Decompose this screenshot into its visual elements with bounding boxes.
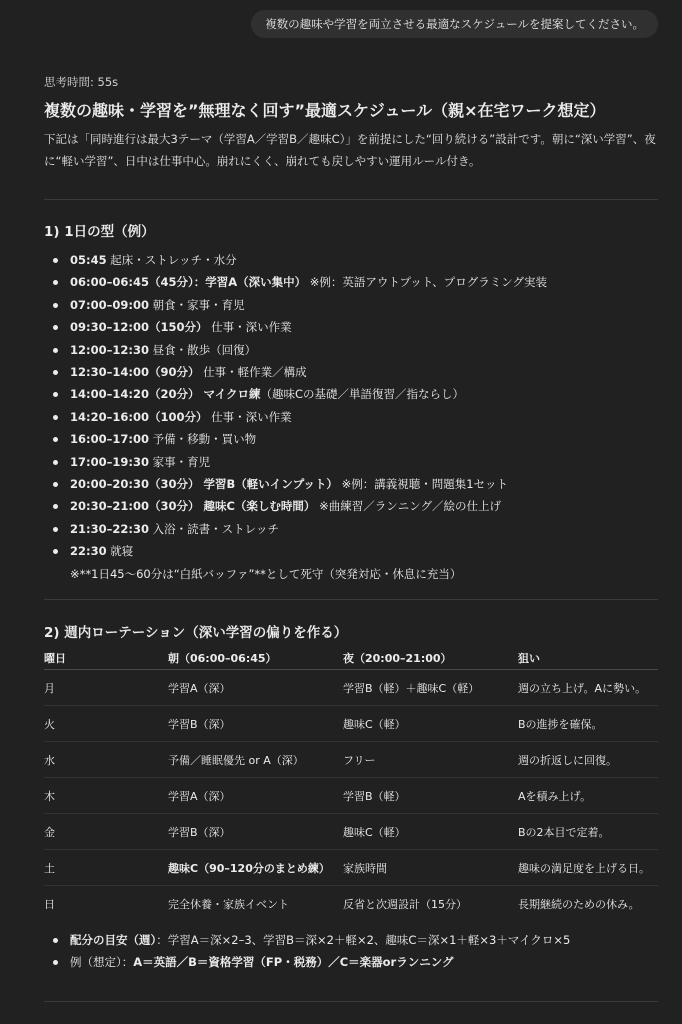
schedule-item: [44, 518, 658, 540]
schedule-time: 14:20–16:00（100分）: [70, 409, 208, 424]
schedule-time: 17:00–19:30: [70, 454, 149, 469]
summary-bold: A＝英語／B＝資格学習（FP・税務）／C＝楽器orランニング: [133, 955, 454, 970]
table-header-row: [44, 647, 658, 670]
table-cell: 日: [44, 897, 55, 911]
table-row: [44, 778, 658, 814]
schedule-activity: 起床・ストレッチ・水分: [106, 253, 237, 267]
schedule-activity-bold: マイクロ練: [199, 387, 261, 402]
schedule-activity: 家事・育児: [148, 454, 211, 469]
table-cell: 学習B（深）: [168, 814, 343, 850]
table-row: [44, 706, 658, 742]
table-cell: Bの2本目で定着。: [518, 814, 658, 850]
schedule-time: 09:30–12:00（150分）: [70, 320, 208, 335]
schedule-activity: 予備・移動・買い物: [148, 432, 257, 447]
column-header-morning: 朝（06:00–06:45）: [168, 647, 343, 670]
table-cell: 予備／睡眠優先 or A（深）: [168, 742, 343, 778]
schedule-time: 16:00–17:00: [70, 432, 149, 447]
schedule-time: 06:00–06:45（45分）：: [70, 275, 206, 290]
table-cell: 反省と次週設計（15分）: [343, 897, 467, 911]
table-cell: 趣味の満足度を上げる日。: [518, 850, 658, 886]
user-message-bubble: 複数の趣味や学習を両立させる最適なスケジュールを提案してください。: [251, 10, 658, 38]
schedule-activity: 仕事・深い作業: [207, 320, 292, 335]
schedule-time: 21:30–22:30: [70, 521, 149, 536]
schedule-activity-bold: 学習A（深い集中）: [205, 275, 307, 290]
section1-heading: 1) 1日の型（例）: [44, 224, 155, 240]
table-cell: 学習B（軽）＋趣味C（軽）: [343, 670, 518, 706]
schedule-time: 14:00–14:20（20分）: [70, 387, 200, 402]
table-cell: Aを積み上げ。: [518, 778, 658, 814]
table-cell: 趣味C（90–120分のまとめ練）: [168, 850, 343, 886]
schedule-item: [44, 451, 658, 473]
schedule-item: [44, 473, 658, 495]
summary-item: [44, 951, 658, 973]
table-row: [44, 850, 658, 886]
thinking-time-toggle[interactable]: 思考時間: 55s: [44, 75, 119, 89]
schedule-item: [44, 495, 658, 517]
daily-schedule-list: [44, 249, 658, 585]
table-cell: 水: [44, 742, 168, 778]
schedule-item: [44, 271, 658, 293]
schedule-time: 22:30: [70, 544, 107, 559]
schedule-time: 05:45: [70, 253, 107, 267]
column-header-evening: 夜（20:00–21:00）: [343, 647, 518, 670]
table-cell: 家族時間: [343, 850, 518, 886]
schedule-activity: 就寝: [106, 544, 134, 559]
schedule-activity: ※曲練習／ランニング／絵の仕上げ: [315, 499, 501, 514]
summary-prefix: 例（想定）：: [70, 955, 134, 970]
schedule-time: 07:00–09:00: [70, 297, 149, 312]
schedule-item: [44, 428, 658, 450]
schedule-item: [44, 249, 658, 271]
table-cell: 週の折返しに回復。: [518, 742, 658, 778]
answer-intro: 下記は「同時進行は最大3テーマ（学習A／学習B／趣味C）」を前提にした“回り続ける”設計です。朝に“深い学習”、夜に“軽い学習”、日中は仕事中心。崩れにくく、崩れても戻しやすい運用ルール付き。: [44, 132, 656, 168]
summary-text: ：学習A＝深×2–3、学習B＝深×2＋軽×2、趣味C＝深×1＋軽×3＋マイクロ×5: [156, 933, 571, 948]
schedule-activity: 仕事・軽作業／構成: [199, 365, 307, 380]
schedule-item: [44, 361, 658, 383]
schedule-time: 12:30–14:00（90分）: [70, 365, 200, 380]
table-cell: 完全休養・家族イベント: [168, 897, 289, 911]
weekly-rotation-table: [44, 647, 658, 921]
schedule-activity: ※例：講義視聴・問題集1セット: [337, 477, 509, 492]
schedule-time: 12:00–12:30: [70, 342, 149, 357]
table-row: [44, 670, 658, 706]
schedule-time: 20:00–20:30（30分）: [70, 477, 200, 492]
schedule-activity: 昼食・散歩（回復）: [148, 342, 257, 357]
table-cell: 学習B（深）: [168, 706, 343, 742]
buffer-note: ※**1日45〜60分は“白紙バッファ”**として死守（突発対応・休息に充当）: [70, 566, 462, 581]
divider: [44, 1001, 658, 1002]
allocation-summary-list: [44, 929, 658, 973]
schedule-item: [44, 316, 658, 338]
table-row: [44, 742, 658, 778]
schedule-activity-bold: 学習B（軽いインプット）: [199, 477, 338, 492]
schedule-activity: （趣味Cの基礎／単語復習／指ならし）: [260, 387, 465, 402]
schedule-item: [44, 540, 658, 562]
table-cell: 週の立ち上げ。Aに勢い。: [518, 670, 658, 706]
table-cell: 火: [44, 706, 168, 742]
assistant-answer: [44, 70, 658, 1002]
table-cell: 月: [44, 670, 168, 706]
schedule-item: [44, 383, 658, 405]
answer-title: 複数の趣味・学習を”無理なく回す”最適スケジュール（親×在宅ワーク想定）: [44, 101, 606, 120]
schedule-item: [44, 339, 658, 361]
table-cell: 長期継続のための休み。: [518, 897, 640, 911]
schedule-activity: ※例：英語アウトプット、プログラミング実装: [306, 275, 547, 290]
divider: [44, 199, 658, 200]
table-cell: 金: [44, 814, 168, 850]
schedule-time: 20:30–21:00（30分）: [70, 499, 200, 514]
schedule-item: [44, 294, 658, 316]
table-cell: 木: [44, 778, 168, 814]
summary-bold: 配分の目安（週）: [70, 933, 157, 948]
table-row: [44, 886, 658, 922]
section2-heading: 2) 週内ローテーション（深い学習の偏りを作る）: [44, 625, 348, 642]
table-cell: 学習A（深）: [168, 670, 343, 706]
schedule-activity: 入浴・読書・ストレッチ: [148, 521, 280, 536]
schedule-item: [44, 406, 658, 428]
divider: [44, 599, 658, 600]
schedule-activity: 朝食・家事・育児: [148, 297, 245, 312]
schedule-activity-bold: 趣味C（楽しむ時間）: [199, 499, 316, 514]
table-cell: 趣味C（軽）: [343, 706, 518, 742]
table-cell: Bの進捗を確保。: [518, 706, 658, 742]
table-cell: フリー: [343, 742, 518, 778]
table-row: [44, 814, 658, 850]
table-cell: 学習B（軽）: [343, 778, 518, 814]
table-cell: 趣味C（軽）: [343, 814, 518, 850]
summary-item: [44, 929, 658, 951]
schedule-activity: 仕事・深い作業: [207, 409, 292, 424]
table-cell: 学習A（深）: [168, 778, 343, 814]
column-header-goal: 狙い: [518, 647, 658, 670]
table-cell: 土: [44, 850, 168, 886]
column-header-day: 曜日: [44, 647, 168, 670]
